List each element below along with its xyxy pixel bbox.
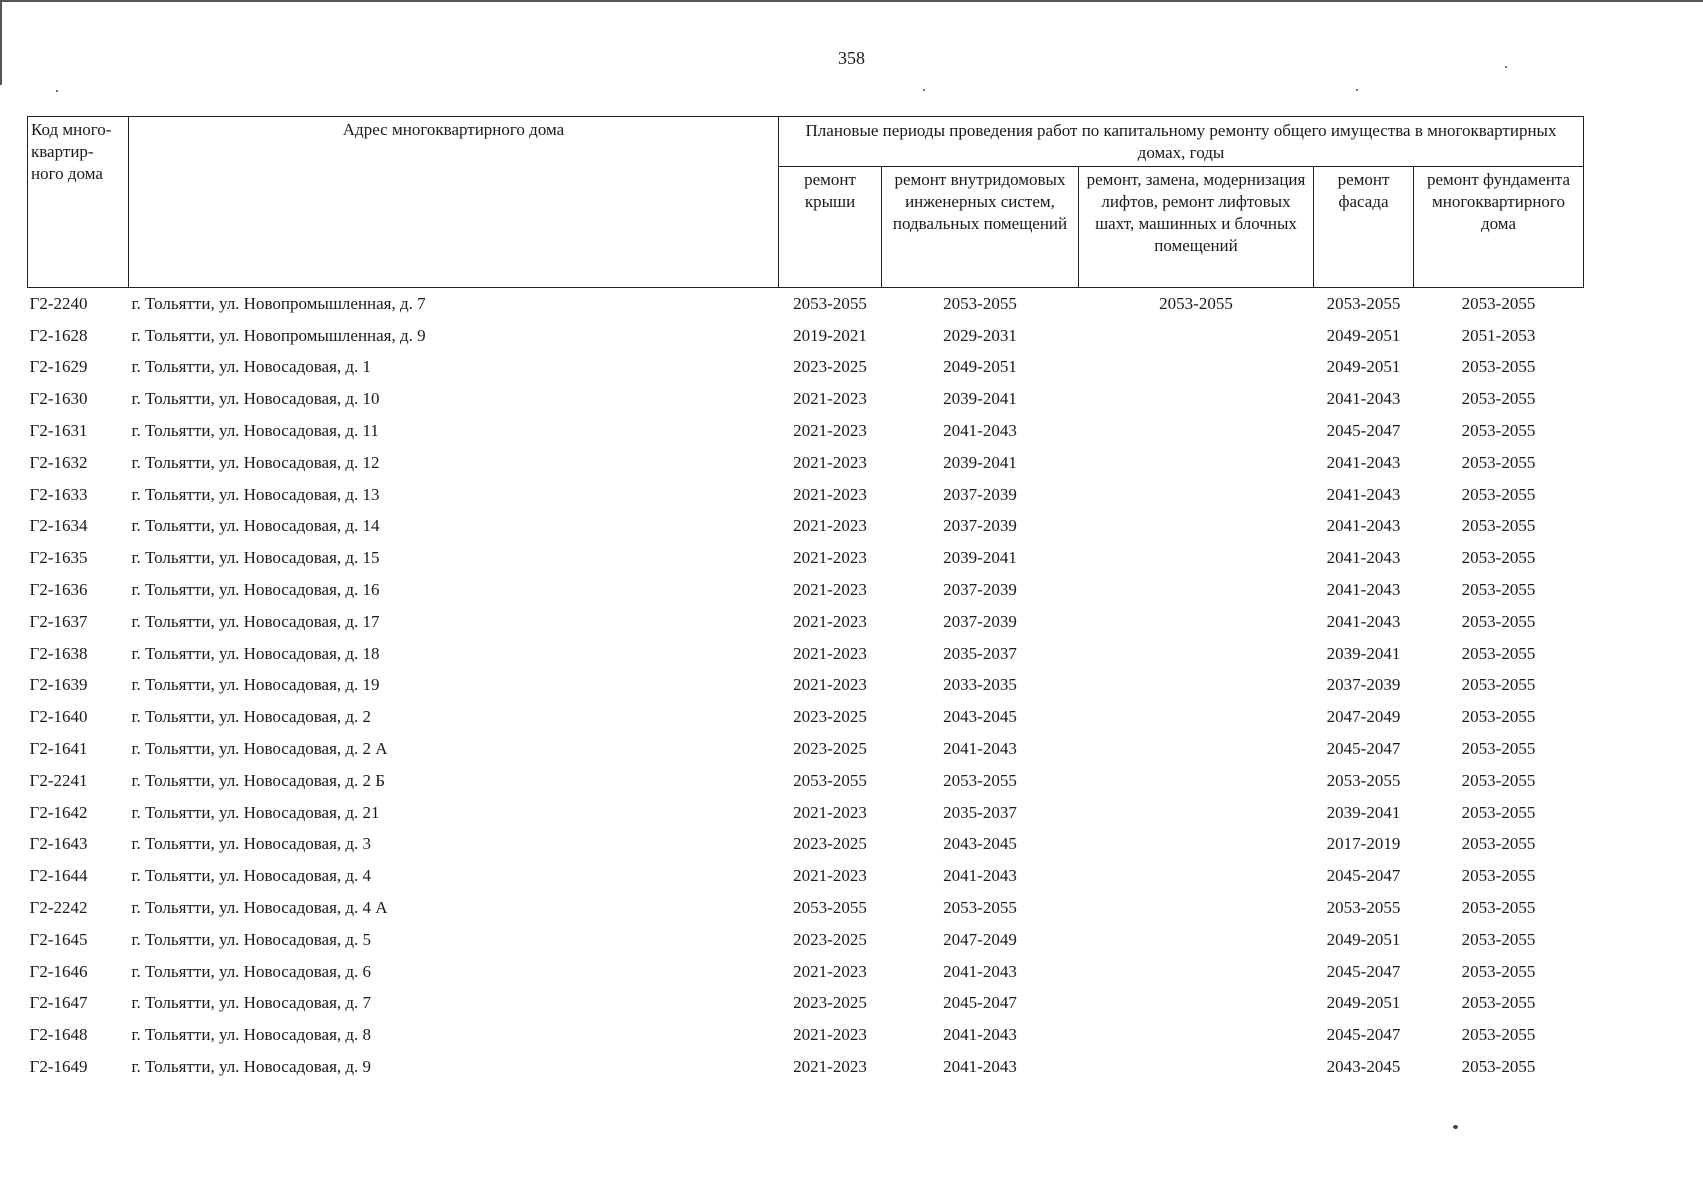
cell-roof: 2021-2023 — [793, 675, 867, 695]
table-row — [28, 574, 1584, 606]
cell-foundation: 2053-2055 — [1461, 548, 1536, 568]
table-row — [28, 479, 1584, 511]
table-row — [28, 924, 1584, 956]
cell-address: г. Тольятти, ул. Новосадовая, д. 3 — [131, 834, 372, 854]
cell-foundation: 2053-2055 — [1461, 834, 1536, 854]
header-facade: ремонт фасада — [1314, 167, 1414, 288]
cell-facade: 2039-2041 — [1326, 802, 1401, 822]
cell-foundation: 2053-2055 — [1461, 866, 1536, 886]
header-engineering: ремонт внутридомовых инженерных систем, подвальных помещений — [882, 167, 1079, 288]
cell-engineering: 2033-2035 — [943, 675, 1017, 695]
cell-engineering: 2053-2055 — [943, 293, 1017, 313]
cell-foundation: 2053-2055 — [1461, 643, 1536, 663]
cell-facade: 2049-2051 — [1326, 993, 1401, 1013]
cell-foundation: 2053-2055 — [1461, 961, 1536, 981]
cell-roof: 2021-2023 — [793, 866, 867, 886]
cell-lift — [1079, 829, 1314, 861]
cell-lift — [1079, 638, 1314, 670]
cell-facade: 2039-2041 — [1326, 643, 1401, 663]
table-row — [28, 1019, 1584, 1051]
cell-facade: 2041-2043 — [1326, 516, 1401, 536]
table-row — [28, 860, 1584, 892]
table-row — [28, 829, 1584, 861]
table-row — [28, 988, 1584, 1020]
scan-speck — [1453, 1125, 1458, 1129]
cell-address: г. Тольятти, ул. Новосадовая, д. 2 Б — [131, 770, 386, 790]
cell-engineering: 2049-2051 — [943, 357, 1017, 377]
cell-roof: 2021-2023 — [793, 389, 867, 409]
cell-foundation: 2053-2055 — [1461, 675, 1536, 695]
table-row — [28, 383, 1584, 415]
cell-lift — [1079, 892, 1314, 924]
cell-lift — [1079, 479, 1314, 511]
cell-lift — [1079, 352, 1314, 384]
scan-speck — [1356, 89, 1358, 91]
table-row — [28, 892, 1584, 924]
table-header — [28, 117, 1584, 288]
table-row — [28, 352, 1584, 384]
cell-address: г. Тольятти, ул. Новосадовая, д. 15 — [131, 548, 380, 568]
cell-roof: 2023-2025 — [793, 929, 867, 949]
cell-lift — [1079, 956, 1314, 988]
cell-engineering: 2041-2043 — [943, 1057, 1017, 1077]
header-foundation: ремонт фундамента многоквартирного дома — [1414, 167, 1584, 288]
cell-roof: 2019-2021 — [793, 325, 867, 345]
cell-foundation: 2053-2055 — [1461, 1025, 1536, 1045]
cell-engineering: 2041-2043 — [943, 739, 1017, 759]
table-row — [28, 670, 1584, 702]
cell-code: Г2-1639 — [29, 675, 88, 695]
cell-foundation: 2053-2055 — [1461, 293, 1536, 313]
cell-address: г. Тольятти, ул. Новосадовая, д. 6 — [131, 961, 372, 981]
cell-foundation: 2053-2055 — [1461, 770, 1536, 790]
table-row — [28, 511, 1584, 543]
cell-foundation: 2053-2055 — [1461, 707, 1536, 727]
header-address: Адрес многоквартирного дома — [129, 117, 779, 288]
cell-lift — [1079, 701, 1314, 733]
cell-engineering: 2029-2031 — [943, 325, 1017, 345]
cell-address: г. Тольятти, ул. Новопромышленная, д. 7 — [131, 293, 426, 313]
cell-engineering: 2037-2039 — [943, 516, 1017, 536]
cell-facade: 2053-2055 — [1326, 898, 1401, 918]
cell-lift — [1079, 765, 1314, 797]
header-periods: Плановые периоды проведения работ по капитальному ремонту общего имущества в многоквартирных домах, годы — [779, 117, 1584, 167]
cell-code: Г2-2242 — [29, 898, 88, 918]
cell-address: г. Тольятти, ул. Новосадовая, д. 21 — [131, 802, 380, 822]
cell-code: Г2-1644 — [29, 866, 88, 886]
cell-lift — [1079, 606, 1314, 638]
header-code: Код много-квартир-ного дома — [28, 117, 129, 288]
cell-lift — [1079, 1019, 1314, 1051]
cell-facade: 2049-2051 — [1326, 357, 1401, 377]
cell-facade: 2043-2045 — [1326, 1057, 1401, 1077]
cell-code: Г2-1630 — [29, 389, 88, 409]
cell-engineering: 2043-2045 — [943, 707, 1017, 727]
cell-facade: 2037-2039 — [1326, 675, 1401, 695]
cell-foundation: 2053-2055 — [1461, 1057, 1536, 1077]
cell-facade: 2045-2047 — [1326, 739, 1401, 759]
cell-address: г. Тольятти, ул. Новосадовая, д. 4 — [131, 866, 372, 886]
table-body — [28, 288, 1584, 1083]
cell-facade: 2049-2051 — [1326, 929, 1401, 949]
cell-foundation: 2053-2055 — [1461, 484, 1536, 504]
table-row — [28, 1051, 1584, 1083]
cell-facade: 2045-2047 — [1326, 421, 1401, 441]
cell-address: г. Тольятти, ул. Новосадовая, д. 7 — [131, 993, 372, 1013]
cell-lift — [1079, 797, 1314, 829]
cell-address: г. Тольятти, ул. Новосадовая, д. 19 — [131, 675, 380, 695]
table-row — [28, 288, 1584, 320]
cell-engineering: 2043-2045 — [943, 834, 1017, 854]
cell-code: Г2-1637 — [29, 611, 88, 631]
cell-code: Г2-1641 — [29, 739, 88, 759]
cell-roof: 2021-2023 — [793, 1057, 867, 1077]
cell-foundation: 2053-2055 — [1461, 357, 1536, 377]
cell-roof: 2021-2023 — [793, 961, 867, 981]
cell-foundation: 2053-2055 — [1461, 898, 1536, 918]
cell-lift — [1079, 320, 1314, 352]
cell-code: Г2-1646 — [29, 961, 88, 981]
cell-code: Г2-2241 — [29, 770, 88, 790]
cell-roof: 2021-2023 — [793, 516, 867, 536]
cell-address: г. Тольятти, ул. Новосадовая, д. 12 — [131, 452, 380, 472]
cell-address: г. Тольятти, ул. Новосадовая, д. 11 — [131, 421, 379, 441]
table-row — [28, 733, 1584, 765]
cell-address: г. Тольятти, ул. Новопромышленная, д. 9 — [131, 325, 426, 345]
cell-engineering: 2035-2037 — [943, 643, 1017, 663]
cell-engineering: 2045-2047 — [943, 993, 1017, 1013]
cell-lift — [1079, 670, 1314, 702]
cell-code: Г2-1643 — [29, 834, 88, 854]
cell-roof: 2021-2023 — [793, 1025, 867, 1045]
scan-speck — [923, 89, 925, 91]
header-lift: ремонт, замена, модернизация лифтов, ремонт лифтовых шахт, машинных и блочных помещений — [1079, 167, 1314, 288]
cell-roof: 2053-2055 — [793, 293, 867, 313]
cell-facade: 2049-2051 — [1326, 325, 1401, 345]
table-row — [28, 542, 1584, 574]
cell-foundation: 2053-2055 — [1461, 516, 1536, 536]
cell-lift: 2053-2055 — [1159, 293, 1233, 313]
cell-engineering: 2041-2043 — [943, 961, 1017, 981]
cell-foundation: 2053-2055 — [1461, 802, 1536, 822]
cell-foundation: 2053-2055 — [1461, 929, 1536, 949]
cell-lift — [1079, 511, 1314, 543]
cell-lift — [1079, 542, 1314, 574]
cell-foundation: 2053-2055 — [1461, 580, 1536, 600]
cell-address: г. Тольятти, ул. Новосадовая, д. 17 — [131, 611, 380, 631]
cell-foundation: 2053-2055 — [1461, 421, 1536, 441]
cell-engineering: 2035-2037 — [943, 802, 1017, 822]
cell-address: г. Тольятти, ул. Новосадовая, д. 8 — [131, 1025, 372, 1045]
cell-facade: 2047-2049 — [1326, 707, 1401, 727]
scan-speck — [56, 90, 58, 92]
table-row — [28, 638, 1584, 670]
cell-facade: 2041-2043 — [1326, 580, 1401, 600]
cell-engineering: 2047-2049 — [943, 929, 1017, 949]
cell-facade: 2045-2047 — [1326, 866, 1401, 886]
cell-facade: 2041-2043 — [1326, 389, 1401, 409]
cell-facade: 2053-2055 — [1326, 293, 1401, 313]
cell-address: г. Тольятти, ул. Новосадовая, д. 13 — [131, 484, 380, 504]
cell-roof: 2021-2023 — [793, 802, 867, 822]
cell-foundation: 2053-2055 — [1461, 452, 1536, 472]
cell-roof: 2023-2025 — [793, 834, 867, 854]
cell-facade: 2041-2043 — [1326, 452, 1401, 472]
table-row — [28, 956, 1584, 988]
cell-code: Г2-1638 — [29, 643, 88, 663]
cell-roof: 2021-2023 — [793, 580, 867, 600]
cell-code: Г2-1649 — [29, 1057, 88, 1077]
cell-code: Г2-1636 — [29, 580, 88, 600]
cell-lift — [1079, 415, 1314, 447]
cell-code: Г2-1628 — [29, 325, 88, 345]
header-roof: ремонт крыши — [779, 167, 882, 288]
scan-frame-left — [0, 0, 2, 85]
cell-foundation: 2053-2055 — [1461, 611, 1536, 631]
cell-code: Г2-1645 — [29, 929, 88, 949]
cell-roof: 2023-2025 — [793, 357, 867, 377]
cell-address: г. Тольятти, ул. Новосадовая, д. 1 — [131, 357, 372, 377]
cell-engineering: 2041-2043 — [943, 421, 1017, 441]
table-row — [28, 606, 1584, 638]
cell-facade: 2045-2047 — [1326, 961, 1401, 981]
repair-schedule-table — [27, 116, 1584, 1083]
cell-address: г. Тольятти, ул. Новосадовая, д. 9 — [131, 1057, 372, 1077]
cell-facade: 2041-2043 — [1326, 611, 1401, 631]
cell-code: Г2-1632 — [29, 452, 88, 472]
cell-code: Г2-1634 — [29, 516, 88, 536]
cell-engineering: 2053-2055 — [943, 770, 1017, 790]
cell-code: Г2-1640 — [29, 707, 88, 727]
cell-engineering: 2039-2041 — [943, 548, 1017, 568]
cell-code: Г2-2240 — [29, 293, 88, 313]
cell-address: г. Тольятти, ул. Новосадовая, д. 16 — [131, 580, 380, 600]
cell-roof: 2023-2025 — [793, 739, 867, 759]
cell-roof: 2021-2023 — [793, 643, 867, 663]
cell-code: Г2-1635 — [29, 548, 88, 568]
cell-code: Г2-1629 — [29, 357, 88, 377]
cell-code: Г2-1642 — [29, 802, 88, 822]
cell-facade: 2041-2043 — [1326, 548, 1401, 568]
page-number: 358 — [838, 48, 865, 68]
table-row — [28, 415, 1584, 447]
cell-lift — [1079, 447, 1314, 479]
table-row — [28, 797, 1584, 829]
cell-engineering: 2037-2039 — [943, 484, 1017, 504]
cell-lift — [1079, 1051, 1314, 1083]
scan-frame-top — [0, 0, 1703, 2]
cell-foundation: 2053-2055 — [1461, 739, 1536, 759]
cell-foundation: 2053-2055 — [1461, 389, 1536, 409]
cell-code: Г2-1631 — [29, 421, 88, 441]
cell-facade: 2017-2019 — [1326, 834, 1401, 854]
cell-facade: 2045-2047 — [1326, 1025, 1401, 1045]
cell-engineering: 2039-2041 — [943, 452, 1017, 472]
table-row — [28, 320, 1584, 352]
cell-roof: 2023-2025 — [793, 993, 867, 1013]
cell-roof: 2053-2055 — [793, 898, 867, 918]
cell-code: Г2-1647 — [29, 993, 88, 1013]
cell-lift — [1079, 383, 1314, 415]
cell-engineering: 2041-2043 — [943, 1025, 1017, 1045]
cell-foundation: 2051-2053 — [1461, 325, 1536, 345]
cell-lift — [1079, 733, 1314, 765]
cell-roof: 2021-2023 — [793, 484, 867, 504]
cell-lift — [1079, 574, 1314, 606]
cell-facade: 2041-2043 — [1326, 484, 1401, 504]
cell-roof: 2023-2025 — [793, 707, 867, 727]
cell-engineering: 2053-2055 — [943, 898, 1017, 918]
cell-engineering: 2039-2041 — [943, 389, 1017, 409]
scan-speck — [1505, 66, 1507, 68]
cell-lift — [1079, 924, 1314, 956]
cell-address: г. Тольятти, ул. Новосадовая, д. 2 А — [131, 739, 388, 759]
cell-roof: 2053-2055 — [793, 770, 867, 790]
cell-address: г. Тольятти, ул. Новосадовая, д. 10 — [131, 389, 380, 409]
cell-foundation: 2053-2055 — [1461, 993, 1536, 1013]
cell-facade: 2053-2055 — [1326, 770, 1401, 790]
cell-address: г. Тольятти, ул. Новосадовая, д. 14 — [131, 516, 380, 536]
cell-engineering: 2037-2039 — [943, 611, 1017, 631]
cell-lift — [1079, 860, 1314, 892]
cell-engineering: 2041-2043 — [943, 866, 1017, 886]
cell-roof: 2021-2023 — [793, 611, 867, 631]
cell-address: г. Тольятти, ул. Новосадовая, д. 4 А — [131, 898, 388, 918]
cell-address: г. Тольятти, ул. Новосадовая, д. 2 — [131, 707, 372, 727]
cell-lift — [1079, 988, 1314, 1020]
cell-code: Г2-1633 — [29, 484, 88, 504]
cell-engineering: 2037-2039 — [943, 580, 1017, 600]
cell-address: г. Тольятти, ул. Новосадовая, д. 5 — [131, 929, 372, 949]
cell-code: Г2-1648 — [29, 1025, 88, 1045]
table-row — [28, 765, 1584, 797]
table-row — [28, 701, 1584, 733]
table-row — [28, 447, 1584, 479]
cell-address: г. Тольятти, ул. Новосадовая, д. 18 — [131, 643, 380, 663]
cell-roof: 2021-2023 — [793, 548, 867, 568]
cell-roof: 2021-2023 — [793, 452, 867, 472]
cell-roof: 2021-2023 — [793, 421, 867, 441]
